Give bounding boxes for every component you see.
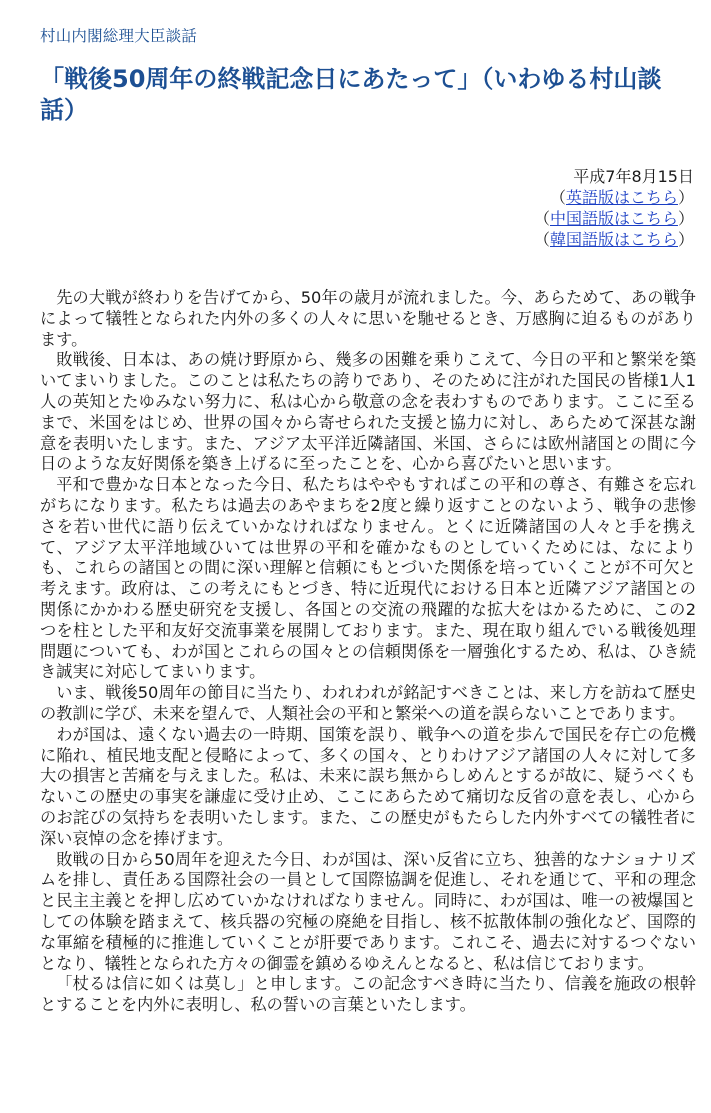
paren-close: ） xyxy=(677,209,694,228)
statement-meta xyxy=(534,166,694,250)
statement-date: 平成7年8月15日 xyxy=(573,167,694,186)
paragraph: 敗戦の日から50周年を迎えた今日、わが国は、深い反省に立ち、独善的なナショナリズムを排し、責任ある国際社会の一員として国際協調を促進し、それを通じて、平和の理念と民主主義とを押し広めていかなければなりません。同時に、わが国は、唯一の被爆国としての体験を踏まえて、核兵器の究極の廃絶を目指し、核不拡散体制の強化など、国際的な軍縮を積極的に推進していくことが肝要であります。これこそ、過去に対するつぐないとなり、犠牲となられた方々の御霊を鎮めるゆえんとなると、私は信じております。 xyxy=(40,849,696,973)
paren-close: ） xyxy=(677,230,694,249)
english-version-link[interactable]: 英語版はこちら xyxy=(565,188,678,207)
paragraph: わが国は、遠くない過去の一時期、国策を誤り、戦争への道を歩んで国民を存亡の危機に陥れ、植民地支配と侵略によって、多くの国々、とりわけアジア諸国の人々に対して多大の損害と苦痛を与えました。私は、未来に誤ち無からしめんとするが故に、疑うべくもないこの歴史の事実を謙虚に受け止め、ここにあらためて痛切な反省の意を表し、心からのお詫びの気持ちを表明いたします。また、この歴史がもたらした内外すべての犠牲者に深い哀悼の念を捧げます。 xyxy=(40,724,696,848)
paragraph: 敗戦後、日本は、あの焼け野原から、幾多の困難を乗りこえて、今日の平和と繁栄を築いてまいりました。このことは私たちの誇りであり、そのために注がれた国民の皆様1人1人の英知とたゆみない努力に、私は心から敬意の念を表わすものであります。ここに至るまで、米国をはじめ、世界の国々から寄せられた支援と協力に対し、あらためて深甚な謝意を表明いたします。また、アジア太平洋近隣諸国、米国、さらには欧州諸国との間に今日のような友好関係を築き上げるに至ったことを、心から喜びたいと思います。 xyxy=(40,350,696,474)
paren-close: ） xyxy=(677,188,694,207)
chinese-version-line xyxy=(534,208,694,229)
paragraph: 「杖るは信に如くは莫し」と申します。この記念すべき時に当たり、信義を施政の根幹とすることを内外に表明し、私の誓いの言葉といたします。 xyxy=(40,974,696,1015)
english-version-line xyxy=(534,187,694,208)
statement-body xyxy=(40,288,696,1016)
page-title: 「戦後50周年の終戦記念日にあたって」（いわゆる村山談話） xyxy=(40,65,662,124)
paren-open: （ xyxy=(533,230,550,249)
paren-open: （ xyxy=(533,209,550,228)
paragraph: 先の大戦が終わりを告げてから、50年の歳月が流れました。今、あらためて、あの戦争によって犠牲となられた内外の多くの人々に思いを馳せるとき、万感胸に迫るものがあります。 xyxy=(40,288,696,349)
category-label: 村山内閣総理大臣談話 xyxy=(40,27,198,45)
paragraph: 平和で豊かな日本となった今日、私たちはややもすればこの平和の尊さ、有難さを忘れがちになります。私たちは過去のあやまちを2度と繰り返すことのないよう、戦争の悲惨さを若い世代に語り伝えていかなければなりません。とくに近隣諸国の人々と手を携えて、アジア太平洋地域ひいては世界の平和を確かなものとしていくためには、なによりも、これらの諸国との間に深い理解と信頼にもとづいた関係を培っていくことが不可欠と考えます。政府は、この考えにもとづき、特に近現代における日本と近隣アジア諸国との関係にかかわる歴史研究を支援し、各国との交流の飛躍的な拡大をはかるために、この2つを柱とした平和友好交流事業を展開しております。また、現在取り組んでいる戦後処理問題についても、わが国とこれらの国々との信頼関係を一層強化するため、私は、ひき続き誠実に対応してまいります。 xyxy=(40,475,696,682)
paragraph: いま、戦後50周年の節目に当たり、われわれが銘記すべきことは、来し方を訪ねて歴史の教訓に学び、未来を望んで、人類社会の平和と繁栄への道を誤らないことであります。 xyxy=(40,683,696,723)
korean-version-link[interactable]: 韓国語版はこちら xyxy=(549,230,678,249)
korean-version-line xyxy=(534,229,694,250)
chinese-version-link[interactable]: 中国語版はこちら xyxy=(549,209,678,228)
paren-open: （ xyxy=(549,188,566,207)
